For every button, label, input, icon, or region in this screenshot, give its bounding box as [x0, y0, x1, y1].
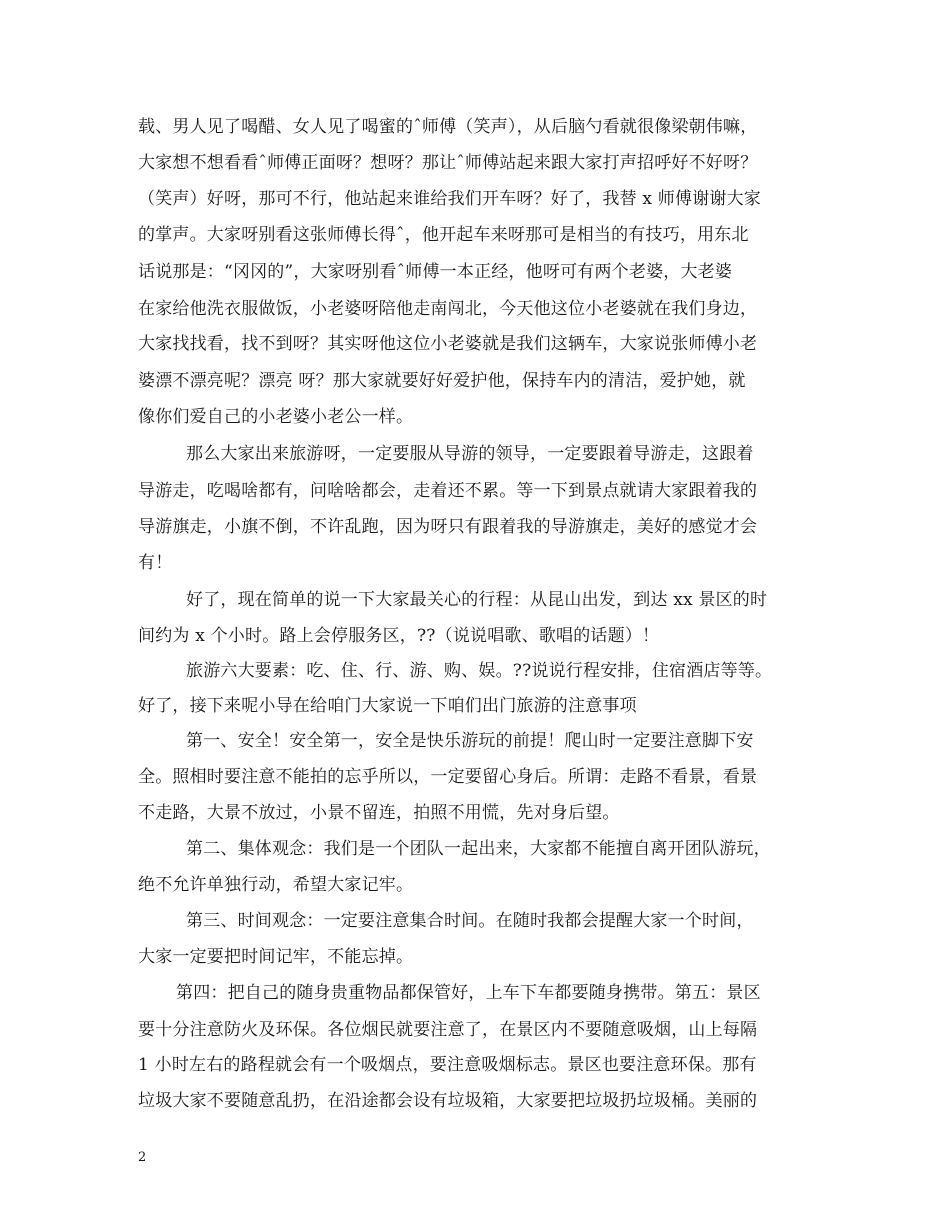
- text-line: 大家想不想看看ˆ师傅正面呀？想呀？那让ˆ师傅站起来跟大家打声招呼好不好呀？: [138, 153, 758, 173]
- paragraph-first-line: 第三、时间观念：一定要注意集合时间。在随时我都会提醒大家一个时间，: [186, 911, 754, 931]
- text-line: 在家给他洗衣服做饭，小老婆呀陪他走南闯北，今天他这位小老婆就在我们身边，: [138, 299, 758, 319]
- text-line: 像你们爱自己的小老婆小老公一样。: [138, 407, 414, 427]
- text-line: 导游旗走，小旗不倒，不许乱跑，因为呀只有跟着我的导游旗走，美好的感觉才会: [138, 517, 758, 537]
- text-line: （笑声）好呀，那可不行，他站起来谁给我们开车呀？好了，我替 x 师傅谢谢大家: [138, 189, 761, 209]
- paragraph-first-line: 那么大家出来旅游呀，一定要服从导游的领导，一定要跟着导游走，这跟着: [186, 444, 754, 464]
- text-line: 大家一定要把时间记牢，不能忘掉。: [138, 947, 414, 967]
- text-line: 的掌声。大家呀别看这张师傅长得ˆ，他开起车来呀那可是相当的有技巧，用东北: [138, 225, 749, 245]
- paragraph-first-line: 旅游六大要素：吃、住、行、游、购、娱。??说说行程安排，住宿酒店等等。: [186, 661, 773, 681]
- text-line: 大家找找看，找不到呀？其实呀他这位小老婆就是我们这辆车，大家说张师傅小老: [138, 334, 758, 354]
- paragraph-first-line: 第四：把自己的随身贵重物品都保管好，上车下车都要随身携带。第五：景区: [176, 983, 761, 1003]
- text-line: 导游走，吃喝啥都有，问啥啥都会，走着还不累。等一下到景点就请大家跟着我的: [138, 481, 758, 501]
- page-number: 2: [138, 1150, 147, 1165]
- text-line: 绝不允许单独行动，希望大家记牢。: [138, 875, 414, 895]
- text-line: 话说那是：“冈冈的”，大家呀别看ˆ师傅一本正经，他呀可有两个老婆，大老婆: [138, 262, 733, 282]
- text-line: 好了，接下来呢小导在给咱门大家说一下咱们出门旅游的注意事项: [138, 696, 637, 716]
- text-line: 间约为 x 个小时。路上会停服务区，??（说说唱歌、歌唱的话题）！: [138, 626, 660, 646]
- text-line: 有！: [138, 553, 173, 573]
- paragraph-first-line: 好了，现在简单的说一下大家最关心的行程：从昆山出发，到达 xx 景区的时: [186, 590, 768, 610]
- paragraph-first-line: 第二、集体观念：我们是一个团队一起出来，大家都不能擅自离开团队游玩，: [186, 839, 771, 859]
- text-line: 垃圾大家不要随意乱扔，在沿途都会设有垃圾箱，大家要把垃圾扔垃圾桶。美丽的: [138, 1091, 758, 1111]
- text-line: 不走路，大景不放过，小景不留连，拍照不用慌，先对身后望。: [138, 803, 620, 823]
- text-line: 载、男人见了喝醋、女人见了喝蜜的ˆ师傅（笑声），从后脑勺看就很像梁朝伟嘛，: [138, 117, 758, 137]
- paragraph-first-line: 第一、安全！安全第一，安全是快乐游玩的前提！爬山时一定要注意脚下安: [186, 731, 754, 751]
- text-line: 1 小时左右的路程就会有一个吸烟点，要注意吸烟标志。景区也要注意环保。那有: [138, 1055, 757, 1075]
- text-line: 全。照相时要注意不能拍的忘乎所以，一定要留心身后。所谓：走路不看景，看景: [138, 767, 758, 787]
- text-line: 婆漂不漂亮呢？漂亮 呀？那大家就要好好爱护他，保持车内的清洁，爱护她，就: [138, 371, 746, 391]
- text-line: 要十分注意防火及环保。各位烟民就要注意了，在景区内不要随意吸烟，山上每隔: [138, 1020, 758, 1040]
